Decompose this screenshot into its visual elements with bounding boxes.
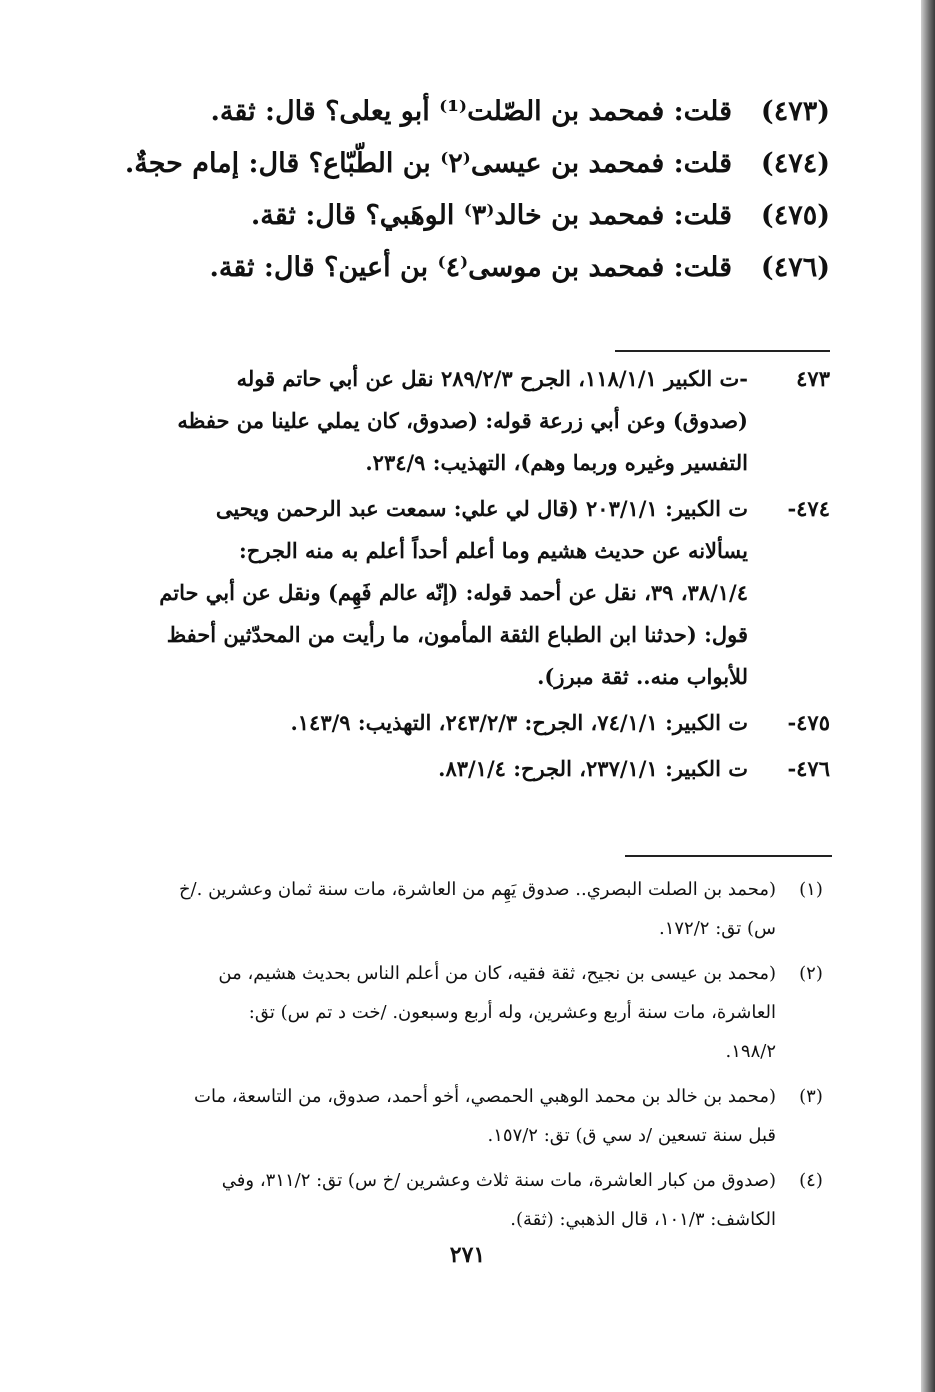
entry-text: قول: (حدثنا ابن الطباع الثقة المأمون، ما رأيت من المحدّثين أحفظ — [166, 622, 748, 647]
commentary-line — [110, 488, 830, 530]
entry-text: ت الكبير: ٢٠٣/١/١ (قال لي علي: سمعت عبد الرحمن ويحيى — [215, 496, 748, 521]
question-number: (٤٧٣) — [760, 96, 830, 127]
commentary-entry — [110, 488, 830, 698]
footnote-line — [120, 1200, 832, 1239]
entry-text: (صدوق) وعن أبي زرعة قوله: (صدوق، كان يملي علينا من حفظه — [177, 408, 748, 433]
footnote-number: (٢) — [799, 963, 823, 984]
commentary-line — [110, 748, 830, 790]
footnote-number: (١) — [799, 879, 823, 900]
question-line — [100, 138, 830, 190]
footnote-line — [120, 993, 832, 1032]
footnote-line — [120, 1032, 832, 1071]
question-text: قلت: فمحمد بن عيسى⁽٢⁾ بن الطّبّاع؟ قال: إمام حجةٌ. — [124, 148, 732, 179]
footnote-text: (محمد بن عيسى بن نجيح، ثقة فقيه، كان من أعلم الناس بحديث هشيم، من — [218, 963, 776, 984]
commentary-line — [110, 656, 830, 698]
footnote-line — [120, 870, 832, 909]
footnote-line — [120, 954, 832, 993]
footnote-divider — [625, 855, 832, 857]
commentary-line — [110, 614, 830, 656]
entry-number: ٤٧٣ — [796, 366, 830, 391]
commentary-entry — [110, 702, 830, 744]
footnote-text: الكاشف: ١٠١/٣، قال الذهبي: (ثقة). — [510, 1209, 776, 1230]
footnote — [120, 870, 832, 948]
footnote-number: (٣) — [799, 1086, 823, 1107]
commentary-line — [110, 572, 830, 614]
main-text — [100, 86, 830, 294]
question-line — [100, 86, 830, 138]
entry-text: التفسير وغيره وربما وهم)، التهذيب: ٢٣٤/٩. — [365, 450, 748, 475]
entry-number: ٤٧٦- — [787, 756, 830, 781]
footnote-text: (محمد بن خالد بن محمد الوهبي الحمصي، أخو أحمد، صدوق، من التاسعة، مات — [194, 1086, 776, 1107]
commentary-line — [110, 442, 830, 484]
page-number: ٢٧١ — [449, 1242, 486, 1268]
question-number: (٤٧٥) — [760, 200, 830, 231]
footnote-text: (صدوق من كبار العاشرة، مات سنة ثلاث وعشرين /خ س) تق: ٣١١/٢، وفي — [221, 1170, 776, 1191]
commentary-entry — [110, 748, 830, 790]
footnote-number: (٤) — [799, 1170, 823, 1191]
commentary-line — [110, 358, 830, 400]
footnote — [120, 1161, 832, 1239]
entry-text: -ت الكبير ١١٨/١/١، الجرح ٢٨٩/٢/٣ نقل عن أبي حاتم قوله — [236, 366, 748, 391]
entry-text: للأبواب منه.. ثقة مبرز). — [537, 664, 748, 689]
footnote-text: (محمد بن الصلت البصري.. صدوق يَهِم من العاشرة، مات سنة ثمان وعشرين ./خ — [178, 879, 776, 900]
entry-text: ت الكبير: ٢٣٧/١/١، الجرح: ٨٣/١/٤. — [438, 756, 748, 781]
footnote-text: ١٩٨/٢. — [725, 1041, 776, 1062]
entry-text: ت الكبير: ٧٤/١/١، الجرح: ٢٤٣/٢/٣، التهذيب: ١٤٣/٩. — [290, 710, 748, 735]
question-line — [100, 190, 830, 242]
footnote — [120, 954, 832, 1071]
entry-number: ٤٧٤- — [787, 496, 830, 521]
commentary-divider — [615, 350, 830, 352]
question-text: قلت: فمحمد بن الصّلت⁽¹⁾ أبو يعلى؟ قال: ثقة. — [210, 96, 732, 127]
footnote-text: س) تق: ١٧٢/٢. — [658, 918, 776, 939]
question-text: قلت: فمحمد بن موسى⁽٤⁾ بن أعين؟ قال: ثقة. — [209, 252, 732, 283]
question-line — [100, 242, 830, 294]
commentary-line — [110, 400, 830, 442]
question-number: (٤٧٦) — [760, 252, 830, 283]
entry-number: ٤٧٥- — [787, 710, 830, 735]
commentary — [110, 358, 830, 794]
question-text: قلت: فمحمد بن خالد⁽٣⁾ الوهَبي؟ قال: ثقة. — [250, 200, 732, 231]
footnote-line — [120, 909, 832, 948]
footnote-line — [120, 1116, 832, 1155]
footnotes — [120, 870, 832, 1245]
commentary-line — [110, 702, 830, 744]
footnote-line — [120, 1161, 832, 1200]
commentary-line — [110, 530, 830, 572]
commentary-entry — [110, 358, 830, 484]
book-spine-edge — [921, 0, 935, 1392]
entry-text: يسألانه عن حديث هشيم وما أعلم أحداً أعلم به منه الجرح: — [239, 538, 748, 563]
entry-text: ٣٨/١/٤، ٣٩، نقل عن أحمد قوله: (إنّه عالم فَهِم) ونقل عن أبي حاتم — [159, 580, 748, 605]
footnote-line — [120, 1077, 832, 1116]
footnote-text: العاشرة، مات سنة أربع وعشرين، وله أربع وسبعون. /خت د تم س) تق: — [248, 1002, 776, 1023]
question-number: (٤٧٤) — [760, 148, 830, 179]
footnote — [120, 1077, 832, 1155]
footnote-text: قبل سنة تسعين /د سي ق) تق: ١٥٧/٢. — [487, 1125, 776, 1146]
